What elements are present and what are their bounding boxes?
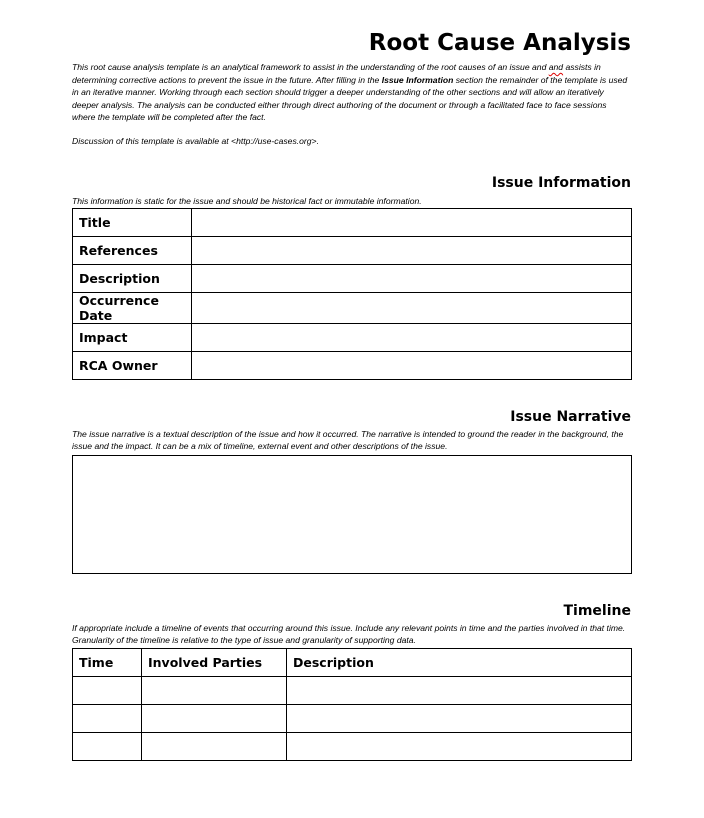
issue-info-value-cell[interactable]	[192, 323, 632, 351]
issue-information-heading: Issue Information	[491, 174, 631, 191]
spellcheck-word[interactable]: and	[548, 62, 564, 72]
timeline-section	[72, 602, 631, 761]
timeline-cell[interactable]	[287, 732, 632, 760]
issue-info-row	[73, 264, 632, 292]
issue-narrative-section	[72, 408, 631, 574]
discussion-link-text: Discussion of this template is available at <http://use-cases.org>.	[72, 135, 319, 146]
timeline-column-header: Description	[287, 648, 632, 676]
timeline-column-header: Time	[73, 648, 142, 676]
timeline-heading: Timeline	[563, 602, 631, 619]
issue-info-label: Title	[73, 208, 192, 236]
issue-info-label: RCA Owner	[73, 351, 192, 379]
issue-info-value-cell[interactable]	[192, 292, 632, 323]
issue-info-row	[73, 208, 632, 236]
timeline-row	[73, 704, 632, 732]
timeline-cell[interactable]	[287, 704, 632, 732]
issue-info-value-cell[interactable]	[192, 264, 632, 292]
timeline-row	[73, 732, 632, 760]
timeline-cell[interactable]	[142, 732, 287, 760]
timeline-table	[72, 648, 632, 761]
timeline-cell[interactable]	[142, 676, 287, 704]
issue-info-row	[73, 236, 632, 264]
timeline-cell[interactable]	[73, 704, 142, 732]
issue-info-value-cell[interactable]	[192, 208, 632, 236]
issue-information-table	[72, 208, 632, 380]
intro-text-2: assists in determining corrective actions to prevent the issue in the future. After filling in the	[72, 62, 601, 85]
intro-paragraph	[72, 61, 631, 124]
issue-information-section	[72, 174, 631, 380]
issue-info-label: Occurrence Date	[73, 292, 192, 323]
timeline-cell[interactable]	[287, 676, 632, 704]
timeline-header-row	[73, 648, 632, 676]
issue-info-row	[73, 292, 632, 323]
issue-info-row	[73, 351, 632, 379]
document-page	[72, 28, 631, 761]
document-title: Root Cause Analysis	[368, 30, 631, 56]
issue-info-label: Description	[73, 264, 192, 292]
issue-info-value-cell[interactable]	[192, 351, 632, 379]
timeline-cell[interactable]	[73, 676, 142, 704]
issue-narrative-heading: Issue Narrative	[510, 408, 631, 425]
timeline-description: If appropriate include a timeline of events that occurring around this issue. Include any relevant points in time and the parties involved in that time. Granularity of the timeline is relative to the type of issue and granularity of supporting data.	[72, 622, 626, 646]
issue-information-description: This information is static for the issue and should be historical fact or immutable information.	[72, 195, 422, 206]
issue-info-label: References	[73, 236, 192, 264]
issue-narrative-box[interactable]	[72, 455, 632, 574]
timeline-column-header: Involved Parties	[142, 648, 287, 676]
issue-narrative-description: The issue narrative is a textual description of the issue and how it occurred. The narrative is intended to ground the reader in the background, the issue and the impact. It can be a mix of timeline, external event and other descriptions of the issue.	[72, 428, 624, 452]
intro-text-1: This root cause analysis template is an analytical framework to assist in the understanding of the root causes of an issue and	[72, 62, 549, 72]
intro-text-3: section the remainder of the template is used in an iterative manner. Working through each section should trigger a deeper understanding of the other sections and will allow an iteratively deeper analysis. The analysis can be conducted either through direct authoring of the document or through a facilitated face to face sessions where the template will be completed after the fact.	[72, 74, 628, 123]
timeline-cell[interactable]	[142, 704, 287, 732]
intro-bold-term: Issue Information	[381, 74, 454, 85]
timeline-cell[interactable]	[73, 732, 142, 760]
issue-info-row	[73, 323, 632, 351]
issue-info-label: Impact	[73, 323, 192, 351]
timeline-row	[73, 676, 632, 704]
issue-info-value-cell[interactable]	[192, 236, 632, 264]
